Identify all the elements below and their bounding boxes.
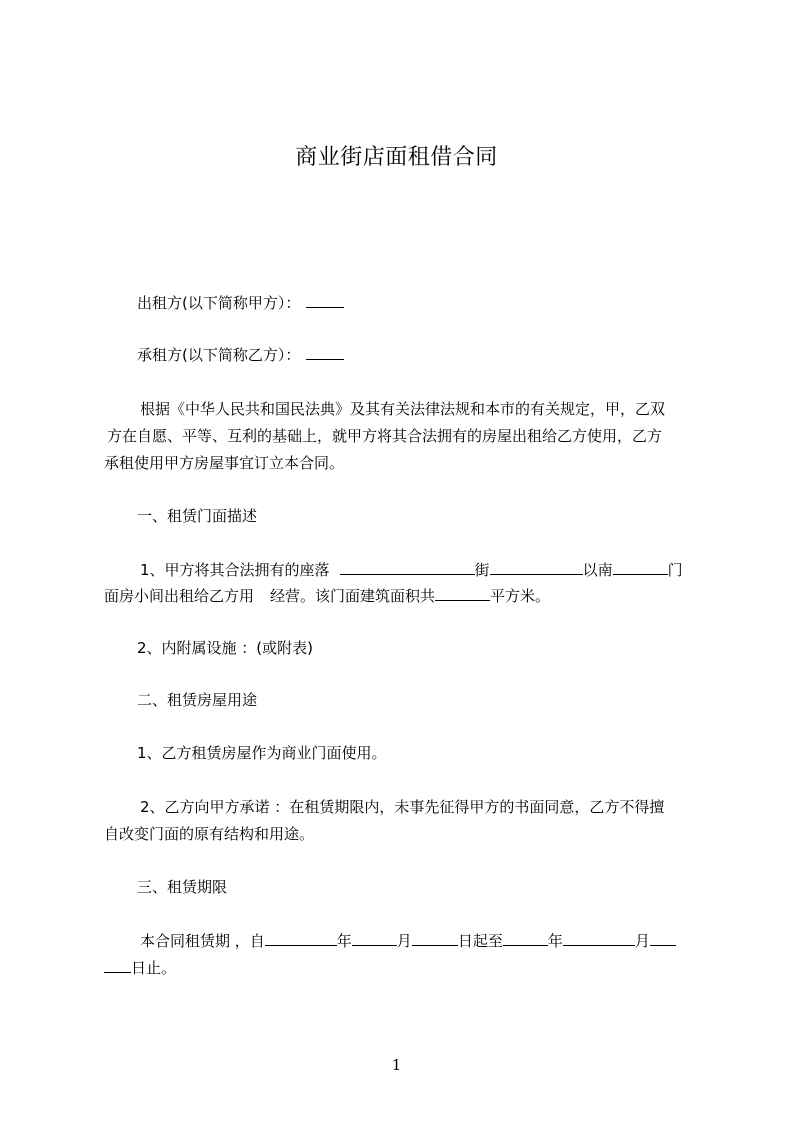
s3-text-e: 年 xyxy=(547,932,563,950)
party-b-line xyxy=(137,344,344,365)
start-year-blank xyxy=(265,930,337,946)
s1-item1-text-f: 经营。该门面建筑面积共 xyxy=(270,587,436,605)
s1-item1-text-e: 面房小间出租给乙方用 xyxy=(104,587,255,605)
s1-item2: 2、内附属设施 ：(或附表) xyxy=(137,639,314,657)
s3-text-a: 本合同租赁期 ，自 xyxy=(140,932,265,950)
s2-item2-line1: 2、乙方向甲方承诺 ：在租赁期限内，未事先征得甲方的书面同意，乙方不得擅 xyxy=(140,798,665,816)
end-month-blank xyxy=(563,930,635,946)
s3-line1 xyxy=(140,930,676,951)
s3-text-f: 月 xyxy=(634,932,650,950)
page-title: 商业街店面租借合同 xyxy=(295,145,498,170)
section-3-heading: 三、租赁期限 xyxy=(137,878,228,896)
end-day-blank-b xyxy=(104,957,131,973)
south-blank xyxy=(613,559,668,575)
s1-item1-text-b: 街 xyxy=(474,561,490,579)
section-1-heading: 一、租赁门面描述 xyxy=(137,507,258,525)
s1-item1-line1 xyxy=(140,559,683,580)
party-a-blank xyxy=(306,292,344,308)
s3-text-end: 日止。 xyxy=(131,959,177,977)
s1-item1-text-d: 门 xyxy=(667,561,683,579)
page-number: 1 xyxy=(391,1056,402,1074)
party-a-line xyxy=(137,292,344,313)
area-blank xyxy=(435,585,490,601)
s1-item1-text-g: 平方米。 xyxy=(490,587,551,605)
party-b-blank xyxy=(306,344,344,360)
s3-text-d: 日起至 xyxy=(457,932,503,950)
s3-text-c: 月 xyxy=(396,932,412,950)
s3-text-b: 年 xyxy=(336,932,352,950)
intro-line-2: 方在自愿、平等、互利的基础上，就甲方将其合法拥有的房屋出租给乙方使用，乙方 xyxy=(107,427,663,445)
s1-item1-text-a: 1、甲方将其合法拥有的座落 xyxy=(140,561,330,579)
party-b-label: 承租方(以下简称乙方）： xyxy=(137,346,301,364)
start-month-blank xyxy=(352,930,397,946)
intro-line-3: 承租使用甲方房屋事宜订立本合同。 xyxy=(104,454,345,472)
end-year-blank xyxy=(503,930,548,946)
s1-item1-text-c: 以南 xyxy=(582,561,613,579)
s1-item1-line2 xyxy=(104,585,550,606)
end-day-blank-a xyxy=(650,930,676,946)
s2-item1: 1、乙方租赁房屋作为商业门面使用。 xyxy=(137,744,387,762)
intro-line-1: 根据《中华人民共和国民法典》及其有关法律法规和本市的有关规定，甲，乙双 xyxy=(140,400,666,418)
section-2-heading: 二、租赁房屋用途 xyxy=(137,691,258,709)
location-blank xyxy=(340,559,475,575)
start-day-blank xyxy=(412,930,458,946)
s3-line2 xyxy=(104,957,176,978)
street-blank xyxy=(490,559,583,575)
party-a-label: 出租方(以下简称甲方）： xyxy=(137,294,301,312)
s2-item2-line2: 自改变门面的原有结构和用途。 xyxy=(104,825,315,843)
